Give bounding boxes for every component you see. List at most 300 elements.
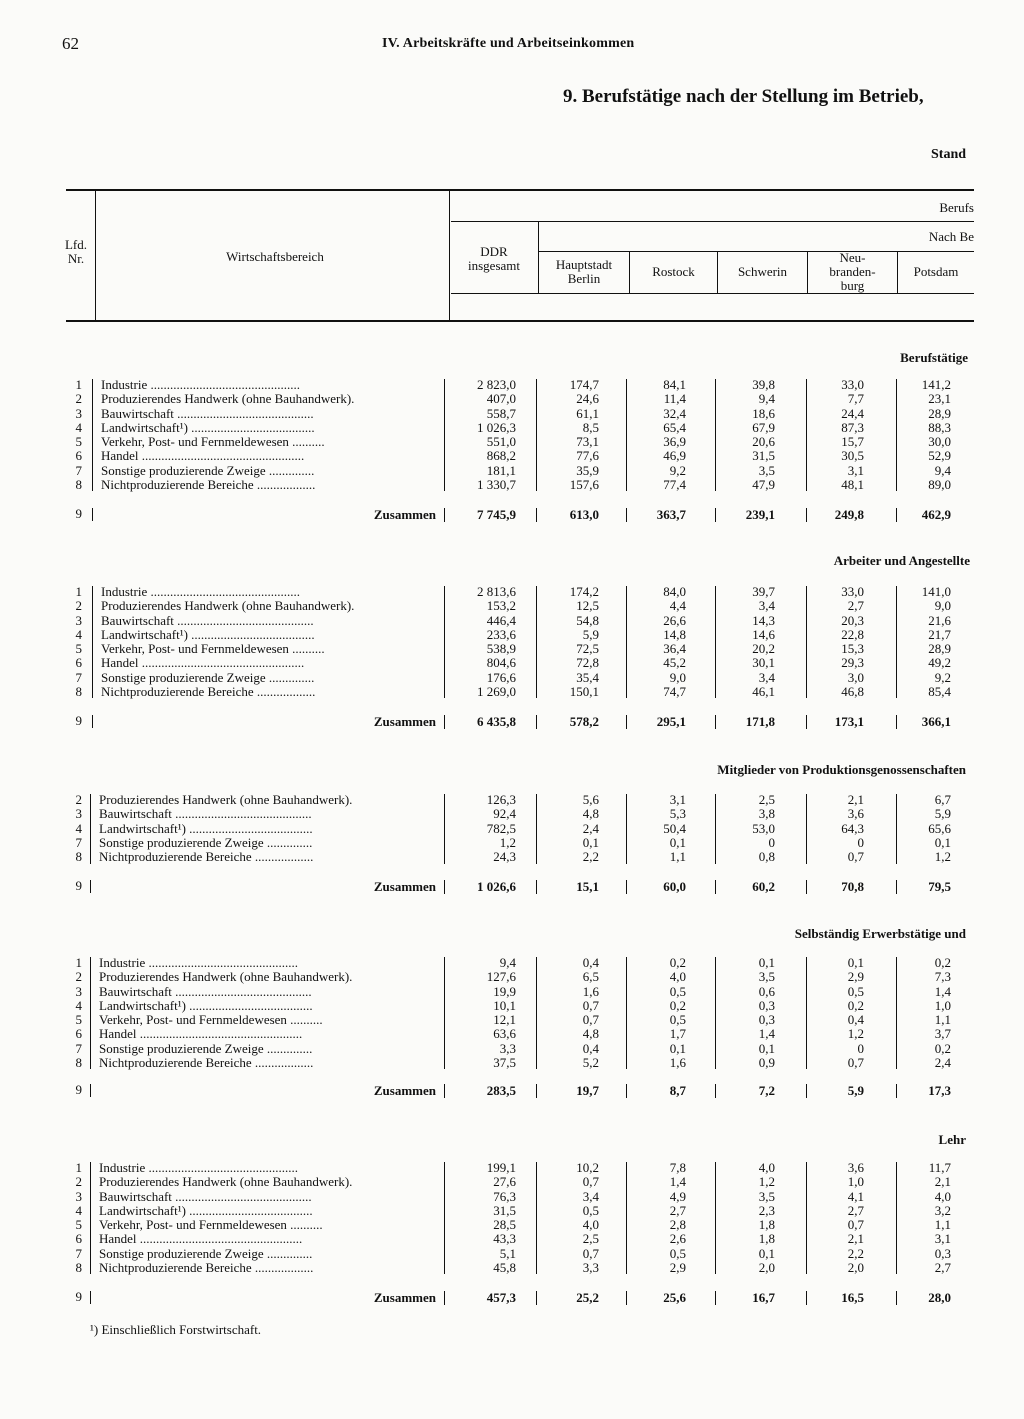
value-cell: 0,2 (934, 955, 951, 970)
total-cell-berlin: 19,7 (576, 1083, 599, 1098)
row-label: Landwirtschaft¹) ...................................... (101, 420, 315, 435)
value-cell: 3,4 (758, 669, 775, 685)
row-label: Nichtproduzierende Bereiche .................. (99, 1261, 314, 1276)
value-cell: 0,7 (582, 997, 599, 1013)
row-numbers (60, 378, 82, 492)
row-number: 4 (75, 997, 82, 1013)
total-cell-rostock: 363,7 (656, 507, 686, 522)
value-cell: 9,4 (758, 391, 775, 407)
value-cell: 1,1 (934, 1012, 951, 1028)
value-column-schwerin (695, 378, 775, 492)
value-cell: 12,5 (576, 598, 599, 614)
total-cell-ddr: 457,3 (486, 1290, 516, 1305)
row-number: 4 (75, 820, 82, 836)
value-cell: 0,1 (758, 1040, 775, 1056)
value-cell: 1,2 (499, 834, 516, 850)
value-cell: 0,7 (582, 1174, 599, 1190)
value-cell: 0,6 (758, 983, 775, 999)
row-label: Industrie .............................................. (99, 956, 298, 970)
value-cell: 0,8 (758, 849, 775, 865)
row-numbers (60, 585, 82, 699)
total-cell-neubrandenburg: 173,1 (834, 714, 864, 729)
row-numbers (60, 956, 82, 1070)
total-cell-berlin: 25,2 (576, 1290, 599, 1305)
chapter-title: IV. Arbeitskräfte und Arbeitseinkommen (382, 36, 635, 51)
value-cell: 9,2 (934, 669, 951, 685)
value-cell: 2 813,6 (477, 584, 516, 599)
value-cell: 20,6 (752, 434, 775, 450)
value-column-ddr (436, 956, 516, 1070)
value-cell: 174,2 (569, 584, 599, 599)
value-cell: 0,7 (582, 1012, 599, 1028)
value-column-schwerin (695, 1161, 775, 1275)
row-number: 8 (75, 477, 82, 493)
section-title: Berufstätige (900, 350, 968, 365)
value-cell: 33,0 (841, 377, 864, 392)
value-cell: 0,7 (847, 849, 864, 865)
value-cell: 2,8 (669, 1217, 686, 1233)
value-cell: 1,8 (758, 1217, 775, 1233)
value-column-berlin (519, 378, 599, 492)
value-cell: 11,4 (663, 391, 686, 407)
value-cell: 61,1 (576, 405, 599, 421)
value-cell: 4,0 (582, 1217, 599, 1233)
label-bar (92, 379, 93, 491)
value-cell: 36,4 (663, 641, 686, 657)
value-cell: 2,4 (934, 1055, 951, 1071)
value-cell: 2,1 (847, 1231, 864, 1247)
total-row-number: 9 (75, 713, 82, 728)
value-cell: 2,6 (669, 1231, 686, 1247)
row-number: 3 (75, 1188, 82, 1204)
value-cell: 7,3 (934, 969, 951, 985)
total-label-bar (92, 508, 93, 521)
total-cell-rostock: 25,6 (663, 1290, 686, 1305)
value-cell: 4,9 (669, 1188, 686, 1204)
value-cell: 26,6 (663, 612, 686, 628)
value-cell: 0,1 (582, 834, 599, 850)
value-cell: 48,1 (841, 477, 864, 493)
value-column-potsdam (871, 378, 951, 492)
value-cell: 2,5 (582, 1231, 599, 1247)
row-label: Nichtproduzierende Bereiche .................. (101, 478, 316, 493)
value-cell: 0,2 (669, 955, 686, 970)
row-label: Produzierendes Handwerk (ohne Bauhandwerk). (101, 392, 355, 407)
value-cell: 551,0 (486, 434, 516, 450)
total-label-bar (90, 1084, 91, 1097)
value-cell: 2,9 (847, 969, 864, 985)
total-cell-berlin: 613,0 (569, 507, 599, 522)
total-cell-neubrandenburg: 70,8 (841, 879, 864, 894)
value-cell: 5,9 (934, 806, 951, 822)
row-label: Industrie .............................................. (101, 378, 300, 392)
value-cell: 0,5 (582, 1202, 599, 1218)
total-row-number: 9 (75, 1082, 82, 1097)
value-cell: 73,1 (576, 434, 599, 450)
value-cell: 2,0 (847, 1260, 864, 1276)
value-column-rostock (606, 1161, 686, 1275)
row-number: 2 (75, 969, 82, 985)
row-number: 6 (75, 448, 82, 464)
value-cell: 88,3 (928, 419, 951, 435)
value-cell: 3,1 (847, 462, 864, 478)
value-cell: 0,5 (669, 983, 686, 999)
value-column-berlin (519, 793, 599, 864)
value-cell: 1,0 (934, 997, 951, 1013)
value-cell: 28,9 (928, 405, 951, 421)
value-cell: 19,9 (493, 983, 516, 999)
value-cell: 1,1 (669, 849, 686, 865)
value-cell: 10,1 (493, 997, 516, 1013)
value-cell: 87,3 (841, 419, 864, 435)
value-cell: 1,6 (582, 983, 599, 999)
value-column-rostock (606, 378, 686, 492)
value-cell: 45,8 (493, 1260, 516, 1276)
value-cell: 3,6 (847, 806, 864, 822)
value-cell: 23,1 (928, 391, 951, 407)
value-cell: 84,1 (663, 377, 686, 392)
row-number: 1 (75, 584, 82, 599)
total-cell-schwerin: 171,8 (745, 714, 775, 729)
value-cell: 0,5 (669, 1012, 686, 1028)
value-cell: 7,7 (847, 391, 864, 407)
value-cell: 181,1 (486, 462, 516, 478)
value-cell: 3,0 (847, 669, 864, 685)
section-title: Arbeiter und Angestellte (833, 553, 970, 568)
value-cell: 0,1 (847, 955, 864, 970)
row-number: 3 (75, 983, 82, 999)
value-cell: 5,2 (582, 1055, 599, 1071)
value-cell: 3,6 (847, 1160, 864, 1175)
section-title: Selbständig Erwerbstätige und (794, 926, 966, 941)
total-row-number: 9 (75, 878, 82, 893)
value-cell: 4,0 (669, 969, 686, 985)
row-number: 6 (75, 655, 82, 671)
value-cell: 27,6 (493, 1174, 516, 1190)
value-cell: 14,8 (663, 626, 686, 642)
value-column-neubrandenburg (784, 585, 864, 699)
row-label: Sonstige produzierende Zweige .............. (101, 670, 315, 685)
value-cell: 3,7 (934, 1026, 951, 1042)
value-column-ddr (436, 793, 516, 864)
value-cell: 4,0 (934, 1188, 951, 1204)
value-column-neubrandenburg (784, 793, 864, 864)
value-column-rostock (606, 793, 686, 864)
value-cell: 8,5 (582, 419, 599, 435)
value-cell: 141,2 (921, 377, 951, 392)
total-cell-rostock: 295,1 (656, 714, 686, 729)
value-cell: 538,9 (486, 641, 516, 657)
value-cell: 2,9 (669, 1260, 686, 1276)
value-cell: 46,1 (752, 684, 775, 700)
label-bar (90, 1162, 91, 1274)
value-column-rostock (606, 956, 686, 1070)
table-top-rule (66, 189, 974, 191)
value-cell: 21,6 (928, 612, 951, 628)
value-cell: 22,8 (841, 626, 864, 642)
value-cell: 85,4 (928, 684, 951, 700)
row-number: 8 (75, 684, 82, 700)
total-label-bar (92, 715, 93, 728)
page-number: 62 (62, 34, 79, 53)
total-cell-potsdam: 28,0 (928, 1290, 951, 1305)
row-number: 3 (75, 806, 82, 822)
table-title: 9. Berufstätige nach der Stellung im Betrieb, (563, 86, 924, 107)
value-cell: 52,9 (928, 448, 951, 464)
column-header-schwerin: Schwerin (737, 264, 788, 279)
row-number: 7 (75, 462, 82, 478)
value-column-ddr (436, 585, 516, 699)
total-label: Zusammen (373, 1083, 436, 1098)
value-cell: 1,7 (669, 1026, 686, 1042)
value-cell: 4,8 (582, 1026, 599, 1042)
row-label: Handel .................................................. (99, 1027, 303, 1042)
total-cell-rostock: 8,7 (669, 1083, 686, 1098)
row-label: Handel .................................................. (101, 449, 305, 464)
row-label: Landwirtschaft¹) ...................................... (101, 627, 315, 642)
value-cell: 407,0 (486, 391, 516, 407)
value-cell: 31,5 (752, 448, 775, 464)
value-cell: 0,2 (669, 997, 686, 1013)
header-rule-berufs (451, 221, 974, 222)
value-cell: 39,7 (752, 584, 775, 599)
row-number: 7 (75, 1040, 82, 1056)
value-cell: 0,1 (934, 834, 951, 850)
row-label: Nichtproduzierende Bereiche .................. (101, 685, 316, 700)
value-cell: 14,3 (752, 612, 775, 628)
value-cell: 50,4 (663, 820, 686, 836)
column-header-wirtschaftsbereich: Wirtschaftsbereich (226, 249, 324, 264)
value-cell: 2,7 (934, 1260, 951, 1276)
value-cell: 150,1 (569, 684, 599, 700)
row-number: 5 (75, 1012, 82, 1028)
value-column-potsdam (871, 1161, 951, 1275)
value-cell: 30,0 (928, 434, 951, 450)
value-cell: 33,0 (841, 584, 864, 599)
value-cell: 28,5 (493, 1217, 516, 1233)
value-cell: 53,0 (752, 820, 775, 836)
value-cell: 0,4 (582, 1040, 599, 1056)
value-cell: 153,2 (486, 598, 516, 614)
total-cell-schwerin: 16,7 (752, 1290, 775, 1305)
header-divider-lfd (95, 191, 96, 320)
row-label: Verkehr, Post- und Fernmeldewesen .......... (99, 1218, 323, 1233)
value-cell: 1,4 (669, 1174, 686, 1190)
value-cell: 157,6 (569, 477, 599, 493)
total-cell-ddr: 7 745,9 (477, 507, 516, 522)
total-cell-potsdam: 17,3 (928, 1083, 951, 1098)
value-cell: 39,8 (752, 377, 775, 392)
column-header-berlin: Hauptstadt Berlin (555, 257, 613, 286)
value-cell: 0,7 (847, 1217, 864, 1233)
total-cell-ddr: 6 435,8 (477, 714, 516, 729)
total-label: Zusammen (373, 879, 436, 894)
row-label: Industrie .............................................. (99, 1161, 298, 1175)
value-cell: 46,9 (663, 448, 686, 464)
value-column-berlin (519, 956, 599, 1070)
value-cell: 2,5 (758, 792, 775, 807)
column-header-rostock: Rostock (652, 264, 695, 279)
value-cell: 4,1 (847, 1188, 864, 1204)
value-column-berlin (519, 585, 599, 699)
value-cell: 65,6 (928, 820, 951, 836)
value-cell: 141,0 (921, 584, 951, 599)
value-cell: 0,9 (758, 1055, 775, 1071)
value-cell: 2,1 (847, 792, 864, 807)
total-cell-neubrandenburg: 249,8 (834, 507, 864, 522)
row-label: Industrie .............................................. (101, 585, 300, 599)
column-header-ddr: DDR insgesamt (468, 244, 520, 273)
total-label-bar (90, 1291, 91, 1304)
value-cell: 0,1 (758, 955, 775, 970)
row-label: Nichtproduzierende Bereiche .................. (99, 1056, 314, 1071)
value-cell: 21,7 (928, 626, 951, 642)
value-cell: 3,5 (758, 969, 775, 985)
row-label: Produzierendes Handwerk (ohne Bauhandwerk). (99, 1175, 353, 1190)
total-label: Zusammen (373, 507, 436, 522)
value-cell: 0,4 (582, 955, 599, 970)
total-row-number: 9 (75, 506, 82, 521)
value-cell: 54,8 (576, 612, 599, 628)
total-cell-neubrandenburg: 16,5 (841, 1290, 864, 1305)
value-cell: 63,6 (493, 1026, 516, 1042)
value-cell: 47,9 (752, 477, 775, 493)
value-cell: 558,7 (486, 405, 516, 421)
value-cell: 72,8 (576, 655, 599, 671)
value-cell: 77,4 (663, 477, 686, 493)
value-cell: 1,2 (934, 849, 951, 865)
total-cell-schwerin: 7,2 (758, 1083, 775, 1098)
value-cell: 3,5 (758, 462, 775, 478)
value-column-berlin (519, 1161, 599, 1275)
value-cell: 0,3 (934, 1245, 951, 1261)
value-cell: 199,1 (486, 1160, 516, 1175)
total-label: Zusammen (373, 714, 436, 729)
value-column-potsdam (871, 956, 951, 1070)
label-bar (92, 586, 93, 698)
row-number: 2 (75, 391, 82, 407)
value-cell: 77,6 (576, 448, 599, 464)
row-number: 1 (75, 955, 82, 970)
value-cell: 0,5 (847, 983, 864, 999)
column-header-nach-be: Nach Be (928, 229, 974, 244)
value-cell: 804,6 (486, 655, 516, 671)
total-cell-rostock: 60,0 (663, 879, 686, 894)
value-cell: 0,1 (669, 834, 686, 850)
row-number: 5 (75, 434, 82, 450)
value-cell: 20,2 (752, 641, 775, 657)
total-cell-ddr: 283,5 (486, 1083, 516, 1098)
row-number: 8 (75, 849, 82, 865)
value-column-neubrandenburg (784, 378, 864, 492)
value-cell: 176,6 (486, 669, 516, 685)
row-labels (99, 1161, 429, 1275)
row-label: Bauwirtschaft .......................................... (101, 613, 314, 628)
row-label: Bauwirtschaft .......................................... (99, 984, 312, 999)
value-cell: 43,3 (493, 1231, 516, 1247)
value-cell: 868,2 (486, 448, 516, 464)
value-cell: 233,6 (486, 626, 516, 642)
value-cell: 24,6 (576, 391, 599, 407)
value-cell: 5,1 (499, 1245, 516, 1261)
total-cell-potsdam: 366,1 (921, 714, 951, 729)
total-cell-neubrandenburg: 5,9 (847, 1083, 864, 1098)
value-cell: 3,5 (758, 1188, 775, 1204)
value-cell: 1,6 (669, 1055, 686, 1071)
value-cell: 2,2 (582, 849, 599, 865)
value-cell: 446,4 (486, 612, 516, 628)
row-label: Bauwirtschaft .......................................... (99, 807, 312, 822)
header-rule-cols (451, 293, 974, 294)
value-cell: 1,2 (847, 1026, 864, 1042)
value-cell: 1 330,7 (477, 477, 516, 493)
value-cell: 65,4 (663, 419, 686, 435)
label-bar (90, 957, 91, 1069)
row-number: 7 (75, 1245, 82, 1261)
value-cell: 24,4 (841, 405, 864, 421)
value-cell: 0,7 (847, 1055, 864, 1071)
row-number: 1 (75, 1160, 82, 1175)
row-number: 5 (75, 1217, 82, 1233)
label-bar (90, 794, 91, 864)
value-cell: 5,9 (582, 626, 599, 642)
row-label: Verkehr, Post- und Fernmeldewesen .......... (101, 642, 325, 657)
value-cell: 3,4 (758, 598, 775, 614)
value-cell: 30,5 (841, 448, 864, 464)
header-rule-nachbe (539, 251, 974, 252)
value-cell: 0,3 (758, 997, 775, 1013)
value-cell: 49,2 (928, 655, 951, 671)
value-cell: 126,3 (486, 792, 516, 807)
value-cell: 2 823,0 (477, 377, 516, 392)
value-cell: 29,3 (841, 655, 864, 671)
value-cell: 2,3 (758, 1202, 775, 1218)
total-cell-potsdam: 79,5 (928, 879, 951, 894)
value-cell: 74,7 (663, 684, 686, 700)
value-cell: 174,7 (569, 377, 599, 392)
value-cell: 0,3 (758, 1012, 775, 1028)
total-cell-schwerin: 60,2 (752, 879, 775, 894)
value-column-rostock (606, 585, 686, 699)
value-cell: 3,8 (758, 806, 775, 822)
row-number: 6 (75, 1026, 82, 1042)
row-number: 7 (75, 834, 82, 850)
row-number: 2 (75, 598, 82, 614)
value-cell: 0,7 (582, 1245, 599, 1261)
value-cell: 1,4 (758, 1026, 775, 1042)
column-header-berufs: Berufs (939, 200, 974, 215)
value-cell: 5,6 (582, 792, 599, 807)
value-cell: 11,7 (928, 1160, 951, 1175)
value-cell: 9,4 (499, 955, 516, 970)
value-cell: 0,2 (934, 1040, 951, 1056)
value-cell: 0,2 (847, 997, 864, 1013)
row-label: Landwirtschaft¹) ...................................... (99, 998, 313, 1013)
value-cell: 7,8 (669, 1160, 686, 1175)
value-cell: 24,3 (493, 849, 516, 865)
value-cell: 35,4 (576, 669, 599, 685)
value-cell: 0,4 (847, 1012, 864, 1028)
value-cell: 67,9 (752, 419, 775, 435)
value-cell: 2,1 (934, 1174, 951, 1190)
row-number: 2 (75, 792, 82, 807)
value-cell: 9,0 (669, 669, 686, 685)
row-labels (99, 793, 429, 864)
column-header-lfd: Lfd. Nr. (64, 237, 88, 266)
value-cell: 3,4 (582, 1188, 599, 1204)
row-number: 6 (75, 1231, 82, 1247)
value-cell: 1,2 (758, 1174, 775, 1190)
